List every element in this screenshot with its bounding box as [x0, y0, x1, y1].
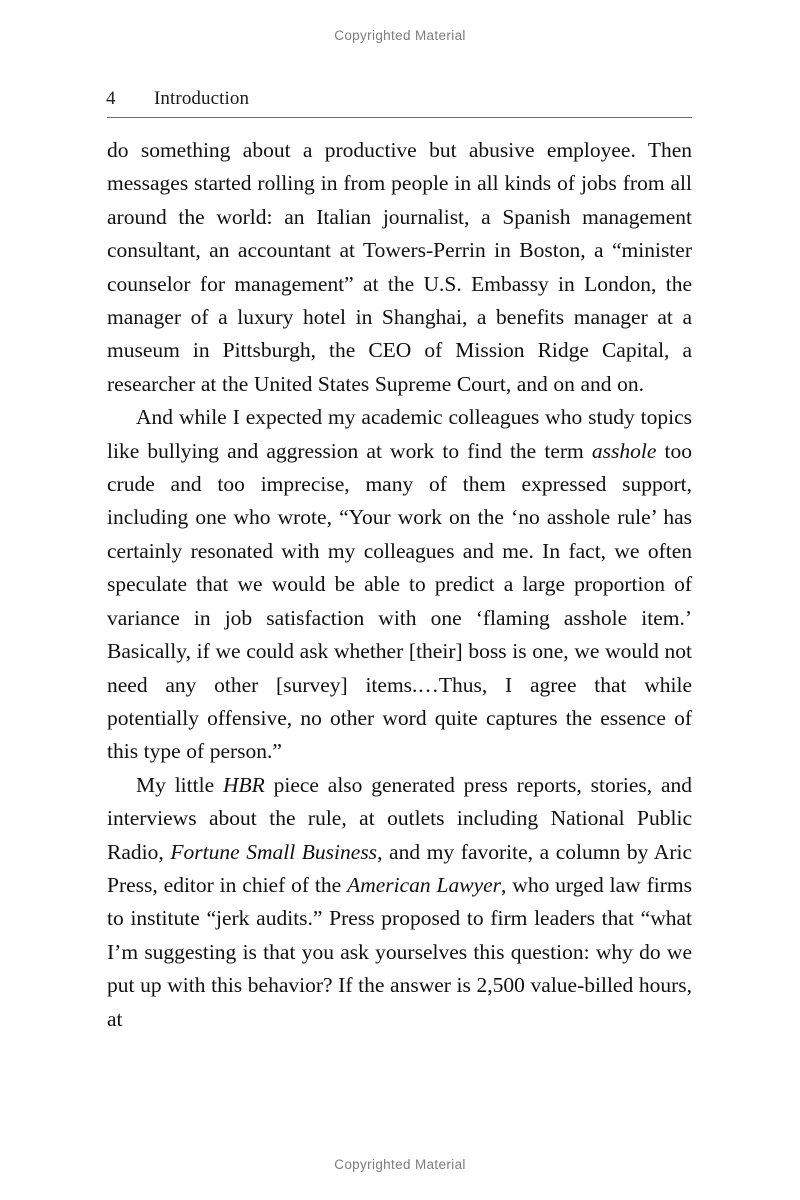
italic-title-american-lawyer: American Lawyer [347, 872, 502, 897]
paragraph-continued: do something about a productive but abusive employee. Then messages started rolling in from people in all kinds of jobs from all around the world: an Italian journalist, a Spanish management consultant, an accountant at Towers-Perrin in Boston, a “minister counselor for management” at the U.S. Embassy in London, the manager of a luxury hotel in Shanghai, a benefits manager at a museum in Pittsburgh, the CEO of Mission Ridge Capital, a researcher at the United States Supreme Court, and on and on. [107, 138, 692, 396]
paragraph-text-tail: too crude and too imprecise, many of them expressed support, including one who wrote, “Your work on the ‘no asshole rule’ has certainly resonated with my colleagues and me. In fact, we often speculate that we would be able to predict a large proportion of variance in job satisfaction with one ‘flaming asshole item.’ Basically, if we could ask whether [their] boss is one, we would not need any other [survey] items.…Thus, I agree that while potentially offensive, no other word quite captures the essence of this type of person.” [107, 438, 692, 764]
paragraph-press-reports [107, 769, 692, 1036]
segment-plain-2: piece also generated press reports, stories, and interviews about the rule, at outlets including National Public Radio, [107, 772, 692, 864]
page-number: 4 [106, 88, 116, 109]
italic-term-asshole: asshole [591, 438, 657, 463]
segment-plain-3: , and my favorite, a column by Aric Press, editor in chief of the [107, 839, 692, 897]
paragraph-text-lead: And while I expected my academic colleagues who study topics like bullying and aggression at work to find the term [107, 405, 692, 463]
segment-plain-4: , who urged law firms to institute “jerk audits.” Press proposed to firm leaders that “what I’m suggesting is that you ask yourselves this question: why do we put up with this behavior? If the answer is 2,500 value-billed hours, at [107, 872, 692, 1031]
italic-title-hbr: HBR [222, 772, 265, 797]
copyright-watermark-bottom: Copyrighted Material [334, 1157, 466, 1172]
italic-title-fortune-small-business: Fortune Small Business [170, 839, 378, 864]
paragraph-academic-colleagues [107, 401, 692, 768]
running-head-title: Introduction [154, 88, 250, 109]
header-rule [107, 117, 692, 118]
segment-plain-1: My little [136, 772, 223, 797]
body-text-block [107, 134, 692, 1036]
copyright-watermark-top: Copyrighted Material [334, 28, 466, 43]
running-head [106, 88, 692, 114]
